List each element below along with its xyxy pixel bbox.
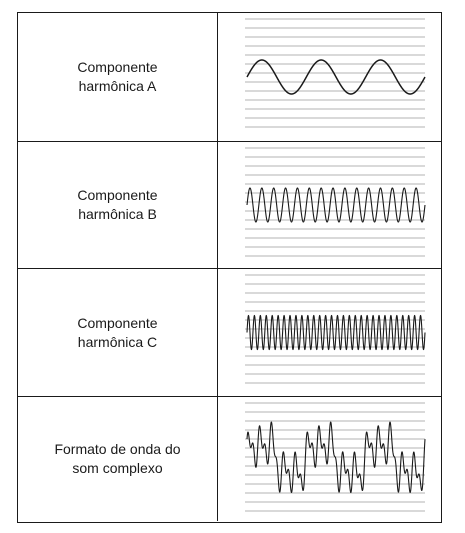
waveform-line bbox=[247, 316, 425, 350]
wave-cell bbox=[219, 13, 441, 141]
label-cell bbox=[18, 397, 218, 521]
harmonics-table bbox=[17, 12, 442, 523]
wave-cell bbox=[219, 397, 441, 521]
wave-cell bbox=[219, 142, 441, 268]
row-label: Componente harmônica A bbox=[77, 59, 158, 94]
row-harmonic-c bbox=[18, 268, 441, 396]
row-harmonic-b bbox=[18, 141, 441, 268]
row-harmonic-a bbox=[18, 13, 441, 141]
row-label: Componente harmônica B bbox=[77, 187, 158, 222]
waveform-harmonic-b bbox=[219, 142, 441, 268]
waveform-complex bbox=[219, 397, 441, 521]
row-label: Componente harmônica C bbox=[77, 314, 158, 350]
staff-lines bbox=[245, 19, 425, 127]
waveform-harmonic-a bbox=[219, 13, 441, 141]
staff-lines bbox=[245, 148, 425, 256]
row-label: Formato de onda do som complexo bbox=[54, 441, 181, 476]
waveform-harmonic-c bbox=[219, 269, 441, 396]
label-cell bbox=[18, 13, 218, 141]
waveform-line bbox=[247, 60, 425, 94]
wave-cell bbox=[219, 269, 441, 396]
label-cell bbox=[18, 142, 218, 268]
label-cell bbox=[18, 269, 218, 396]
row-complex-wave bbox=[18, 396, 441, 521]
